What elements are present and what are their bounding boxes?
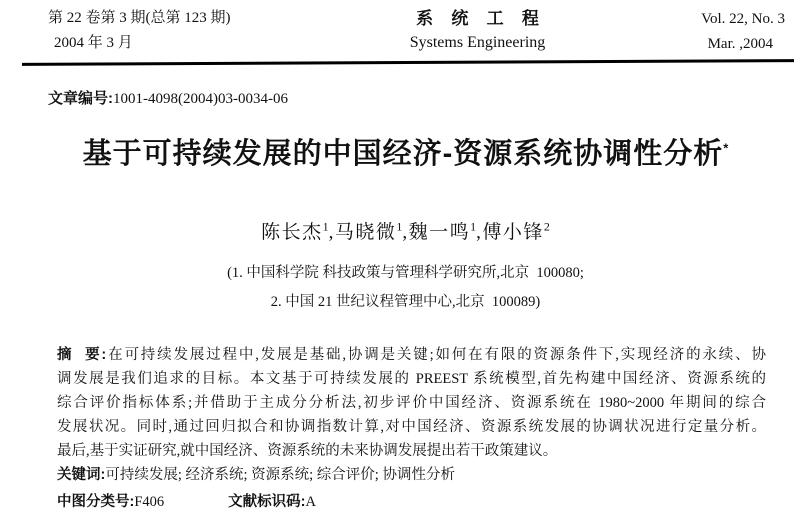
doc-code-value: A bbox=[305, 494, 316, 510]
keywords-value: 可持续发展; 经济系统; 资源系统; 综合评价; 协调性分析 bbox=[105, 467, 455, 483]
journal-issue-block bbox=[40, 6, 340, 56]
paper-title-text: 基于可持续发展的中国经济-资源系统协调性分析 bbox=[82, 138, 724, 170]
author-affiliation-superscript: 1 bbox=[322, 219, 329, 234]
author-separator: , bbox=[328, 222, 335, 243]
journal-title-cn: 系 统 工 程 bbox=[416, 9, 539, 28]
abstract-line: 综合评价指标体系;并借助于主成分分析法,初步评价中国经济、资源系统在 1980~2000 年期间的综合 bbox=[57, 395, 766, 411]
affiliation-line: (1. 中国科学院 科技政策与管理科学研究所,北京 100080; bbox=[227, 265, 584, 281]
paper-title bbox=[0, 131, 811, 172]
affiliation-line: 2. 中国 21 世纪议程管理中心,北京 100089) bbox=[270, 294, 541, 310]
article-number-line bbox=[48, 87, 288, 108]
article-number-label: 文章编号: bbox=[48, 90, 113, 107]
author-separator: , bbox=[476, 222, 483, 243]
journal-header bbox=[40, 6, 785, 57]
clc-value: F406 bbox=[134, 494, 165, 510]
author-affiliation-superscript: 2 bbox=[543, 219, 550, 234]
author-name: 马晓微 bbox=[334, 222, 397, 243]
journal-date-cn: 2004 年 3 月 bbox=[54, 35, 133, 51]
journal-title-block bbox=[340, 6, 615, 54]
authors-line bbox=[0, 217, 811, 244]
abstract-label: 摘 要: bbox=[57, 347, 107, 363]
journal-issue-cn: 第 22 卷第 3 期(总第 123 期) bbox=[48, 10, 231, 26]
journal-volume-block bbox=[615, 6, 785, 57]
author-name: 陈长杰 bbox=[261, 222, 323, 243]
keywords-label: 关键词: bbox=[57, 467, 106, 483]
abstract-line: 调发展是我们追求的目标。本文基于可持续发展的 PREEST 系统模型,首先构建中国经济、资源系统的 bbox=[57, 371, 766, 387]
article-number-value: 1001-4098(2004)03-0034-06 bbox=[113, 91, 288, 107]
affiliations-block bbox=[0, 259, 811, 317]
abstract-section bbox=[57, 343, 766, 514]
abstract-text: 在可持续发展过程中,发展是基础,协调是关键;如何在有限的资源条件下,实现经济的永续、协 bbox=[106, 347, 766, 363]
title-footnote-marker: * bbox=[723, 140, 729, 156]
keywords-line bbox=[57, 463, 766, 487]
author-name: 魏一鸣 bbox=[408, 222, 471, 243]
classification-line bbox=[57, 490, 766, 514]
journal-volume-en: Vol. 22, No. 3 bbox=[701, 11, 785, 27]
clc-label: 中图分类号: bbox=[57, 494, 135, 510]
abstract-line bbox=[57, 343, 766, 367]
author-separator: , bbox=[402, 222, 409, 243]
header-rule bbox=[22, 59, 794, 66]
author-name: 傅小锋 bbox=[482, 222, 544, 243]
journal-date-en: Mar. ,2004 bbox=[707, 36, 773, 52]
journal-title-en: Systems Engineering bbox=[409, 34, 546, 51]
doc-code-label: 文献标识码: bbox=[228, 494, 306, 510]
abstract-line: 最后,基于实证研究,就中国经济、资源系统的未来协调发展提出若干政策建议。 bbox=[57, 443, 558, 459]
author-affiliation-superscript: 1 bbox=[396, 219, 403, 234]
author-affiliation-superscript: 1 bbox=[470, 219, 477, 234]
abstract-line: 发展状况。同时,通过回归拟合和协调指数计算,对中国经济、资源系统发展的协调状况进行定量分析。 bbox=[57, 419, 766, 435]
